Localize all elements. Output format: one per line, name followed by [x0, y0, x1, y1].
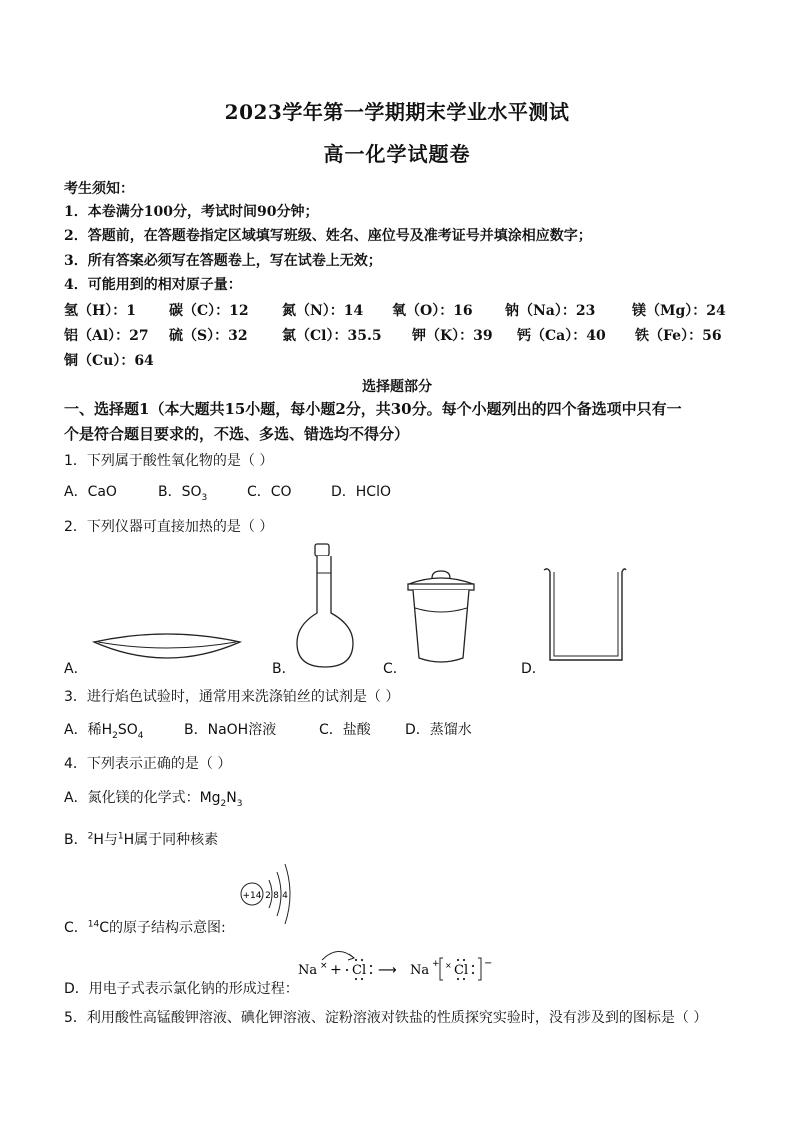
q3-option-a-text: A．稀H — [64, 722, 113, 738]
atomic-mass-n: 氮（N）：14 — [282, 303, 364, 319]
q4-option-c — [64, 917, 226, 937]
exam-title: 2023学年第一学期期末学业水平测试 — [224, 100, 570, 124]
q1-option-b-subscript: 3 — [201, 492, 208, 503]
cl-ion-symbol: Cl — [454, 963, 469, 978]
q2-stem: 2．下列仪器可直接加热的是（ ） — [64, 519, 274, 535]
q4-option-c-prefix: C． — [64, 920, 88, 936]
q2-option-b-label: B． — [272, 661, 296, 677]
atomic-mass-fe: 铁（Fe）：56 — [635, 328, 722, 344]
q4-option-a-text: A．氮化镁的化学式：Mg — [64, 790, 221, 806]
atomic-structure-diagram — [238, 862, 308, 926]
q1-option-a: A．CaO — [64, 484, 117, 500]
q4-option-b-mid: H与 — [93, 832, 118, 848]
notice-item-2: 2．答题前，在答题卷指定区域填写班级、姓名、座位号及准考证号并填涂相应数字； — [64, 228, 592, 244]
q3-option-a-mid: SO — [117, 722, 138, 738]
q4-option-b-sup2: 1 — [117, 831, 124, 842]
notice-item-4: 4．可能用到的相对原子量： — [64, 277, 242, 293]
q1-option-d: D．HClO — [331, 484, 391, 500]
q4-option-b — [64, 829, 218, 849]
notice-item-3: 3．所有答案必须写在答题卷上，写在试卷上无效； — [64, 253, 382, 269]
q2-option-a-label: A． — [64, 661, 88, 677]
q4-option-c-sup: 14 — [87, 919, 100, 930]
beaker-icon — [542, 566, 628, 666]
exam-subtitle: 高一化学试题卷 — [323, 142, 471, 166]
nacl-formation-diagram — [296, 944, 506, 988]
atomic-mass-ca: 钙（Ca）：40 — [517, 328, 606, 344]
part1-instructions-line-2: 个是符合题目要求的，不选、多选、错选均不得分） — [64, 425, 410, 443]
plus-sign: + — [330, 962, 342, 978]
na-ion-symbol: Na — [410, 963, 430, 978]
q1-option-b-text: B．SO — [158, 484, 202, 500]
atomic-mass-row-1 — [64, 300, 726, 320]
atom-shell-3: 4 — [282, 891, 288, 901]
q1-option-c: C．CO — [247, 484, 292, 500]
q4-option-a-sub2: 3 — [236, 798, 243, 809]
atomic-mass-mg: 镁（Mg）：24 — [632, 303, 726, 319]
q1-option-b — [158, 481, 207, 503]
q3-option-a-sub2: 4 — [137, 730, 144, 741]
cl-symbol: Cl — [352, 963, 367, 978]
atomic-mass-k: 钾（K）：39 — [412, 328, 493, 344]
atom-shell-1: 2 — [265, 891, 271, 901]
q3-option-c: C．盐酸 — [319, 722, 371, 738]
q3-stem: 3．进行焰色试验时，通常用来洗涤铂丝的试剂是（ ） — [64, 689, 400, 705]
q2-option-c-label: C． — [383, 661, 407, 677]
na-symbol: Na — [298, 963, 318, 978]
q3-option-a-sub1: 2 — [112, 730, 118, 741]
q2-option-d-label: D． — [521, 661, 546, 677]
notice-heading: 考生须知： — [64, 181, 134, 197]
q3-option-b: B．NaOH溶液 — [184, 722, 277, 738]
atomic-mass-s: 硫（S）：32 — [169, 328, 248, 344]
volumetric-flask-icon — [294, 543, 356, 671]
q3-option-d: D．蒸馏水 — [405, 722, 472, 738]
cl-ion-charge: − — [484, 958, 493, 969]
atomic-mass-cl: 氯（Cl）：35.5 — [282, 328, 382, 344]
q1-stem: 1．下列属于酸性氧化物的是（ ） — [64, 453, 274, 469]
q4-option-b-sup1: 2 — [87, 831, 94, 842]
q4-option-d: D．用电子式表示氯化钠的形成过程： — [64, 981, 299, 997]
crucible-icon — [405, 570, 477, 666]
svg-text:×: × — [445, 961, 452, 970]
q4-option-a-sub1: 2 — [220, 798, 227, 809]
atomic-mass-al: 铝（Al）：27 — [64, 328, 149, 344]
q4-option-b-prefix: B． — [64, 832, 88, 848]
reaction-arrow: ⟶ — [378, 963, 397, 978]
atomic-mass-na: 钠（Na）：23 — [505, 303, 596, 319]
q4-option-a-mid: N — [226, 790, 237, 806]
svg-text:×: × — [320, 961, 328, 971]
atomic-mass-row-2 — [64, 325, 722, 345]
atomic-mass-h: 氢（H）：1 — [64, 303, 136, 319]
atomic-mass-cu: 铜（Cu）：64 — [64, 353, 154, 369]
q4-option-b-tail: H属于同种核素 — [123, 832, 219, 848]
evaporating-dish-icon — [92, 628, 242, 668]
part1-instructions-line-1: 一、选择题1（本大题共15小题，每小题2分，共30分。每个小题列出的四个备选项中只有一 — [64, 400, 682, 418]
atom-nucleus-label: +14 — [242, 891, 262, 901]
q5-stem: 5．利用酸性高锰酸钾溶液、碘化钾溶液、淀粉溶液对铁盐的性质探究实验时，没有涉及到的图标是（ ） — [64, 1010, 708, 1026]
q4-option-c-tail: C的原子结构示意图: — [99, 920, 226, 936]
atom-shell-2: 8 — [273, 891, 279, 901]
notice-item-1: 1．本卷满分100分，考试时间90分钟； — [64, 204, 319, 220]
q3-option-a — [64, 719, 143, 741]
q4-stem: 4．下列表示正确的是（ ） — [64, 756, 232, 772]
atomic-mass-c: 碳（C）：12 — [169, 303, 249, 319]
na-ion-charge: + — [432, 959, 440, 969]
atomic-mass-o: 氧（O）：16 — [392, 303, 473, 319]
section-title: 选择题部分 — [362, 379, 432, 395]
q4-option-a — [64, 787, 243, 809]
